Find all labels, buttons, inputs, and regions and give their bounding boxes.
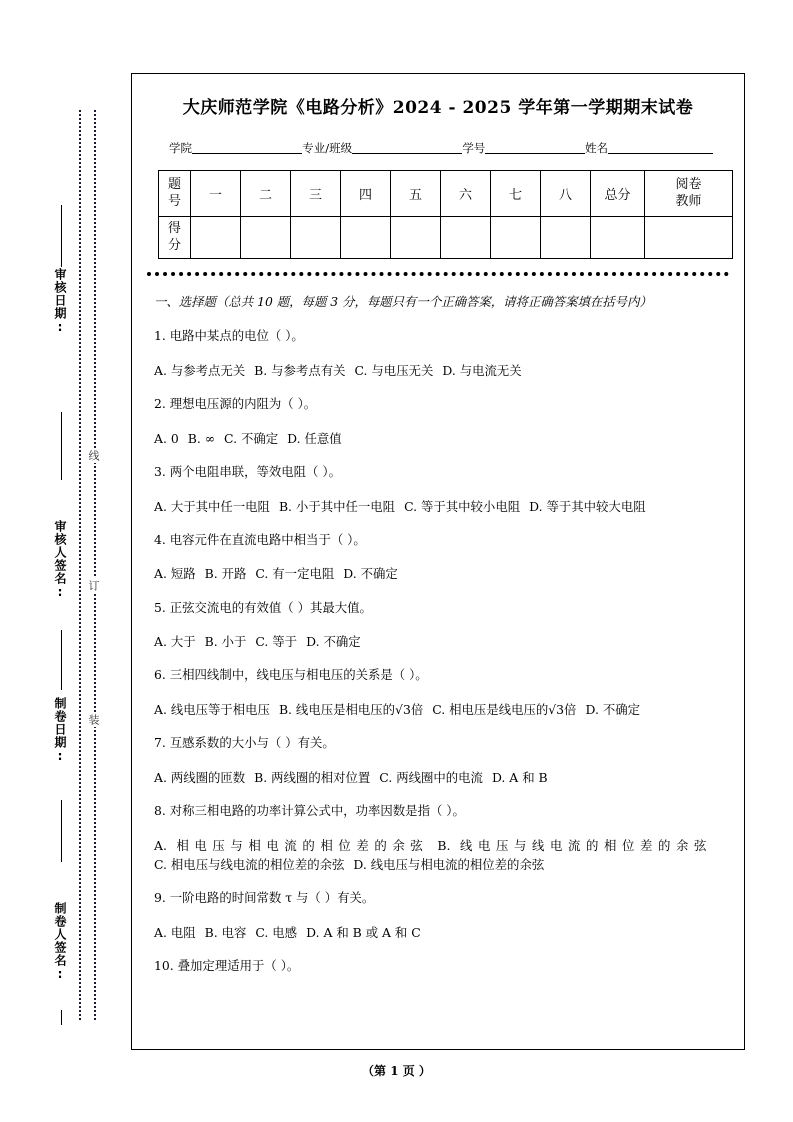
q2-option-a[interactable]: A. 0 — [154, 430, 179, 446]
binding-mark-ding-text: 订 — [87, 580, 100, 591]
section-separator — [147, 272, 729, 276]
q6-option-a[interactable]: A. 线电压等于相电压 — [154, 702, 270, 718]
score-value-5[interactable] — [391, 217, 441, 259]
score-col-3: 三 — [291, 171, 341, 217]
margin-label-printer-signature-text: 制卷人签名: — [53, 902, 67, 982]
q4-option-c[interactable]: C. 有一定电阻 — [255, 566, 335, 582]
question-body — [145, 292, 731, 976]
score-table-row-header-char-2: 号 — [167, 193, 181, 209]
score-value-4[interactable] — [341, 217, 391, 259]
score-value-total[interactable] — [591, 217, 645, 259]
score-col-teacher-line-1: 阅卷 — [675, 176, 702, 192]
margin-rule-5 — [61, 1010, 62, 1025]
score-table-row-header — [159, 171, 191, 217]
q8-option-a[interactable]: A. 相电压与相电流的相位差的余弦 — [154, 837, 429, 853]
q6-option-b[interactable]: B. 线电压是相电压的√3倍 — [278, 702, 424, 718]
score-value-6[interactable] — [441, 217, 491, 259]
binding-mark-ding — [88, 578, 99, 593]
margin-label-reviewer-signature — [54, 520, 66, 600]
q2-option-b[interactable]: B. ∞ — [187, 430, 216, 446]
question-options-9 — [154, 923, 721, 942]
margin-rule-4 — [61, 800, 62, 862]
q3-option-d[interactable]: D. 等于其中较大电阻 — [529, 498, 646, 514]
q6-option-c[interactable]: C. 相电压是线电压的√3倍 — [432, 702, 577, 718]
q1-option-a[interactable]: A. 与参考点无关 — [154, 362, 246, 378]
q5-option-c[interactable]: C. 等于 — [255, 634, 298, 650]
question-options-2 — [154, 429, 721, 448]
q2-option-d[interactable]: D. 任意值 — [287, 430, 342, 446]
score-value-1[interactable] — [191, 217, 241, 259]
question-options-5 — [154, 632, 721, 651]
q3-option-b[interactable]: B. 小于其中任一电阻 — [278, 498, 396, 514]
binding-dotted-line-inner — [94, 110, 96, 1020]
exam-title: 大庆师范学院《电路分析》2024 - 2025 学年第一学期期末试卷 — [182, 98, 694, 118]
question-options-3 — [154, 497, 721, 516]
score-col-1: 一 — [191, 171, 241, 217]
q6-option-d[interactable]: D. 不确定 — [585, 702, 640, 718]
score-col-7: 七 — [491, 171, 541, 217]
question-stem-5: 5. 正弦交流电的有效值（ ）其最大值。 — [154, 599, 372, 615]
margin-rule-1 — [61, 205, 62, 267]
q3-option-c[interactable]: C. 等于其中较小电阻 — [404, 498, 521, 514]
q1-option-b[interactable]: B. 与参考点有关 — [254, 362, 346, 378]
q9-option-c[interactable]: C. 电感 — [255, 924, 298, 940]
score-col-5: 五 — [391, 171, 441, 217]
q2-option-c[interactable]: C. 不确定 — [224, 430, 279, 446]
info-label-student-id: 学号 — [462, 140, 486, 155]
info-input-student-id[interactable] — [485, 141, 585, 154]
question-stem-3: 3. 两个电阻串联，等效电阻（ ）。 — [154, 463, 341, 479]
score-col-8: 八 — [541, 171, 591, 217]
score-table-header-row — [159, 171, 733, 217]
info-label-major-class: 专业/班级 — [302, 140, 353, 155]
left-margin-annotations — [0, 0, 130, 1122]
margin-label-print-date-text: 制卷日期: — [53, 697, 67, 764]
question-stem-8: 8. 对称三相电路的功率计算公式中，功率因数是指（ ）。 — [154, 803, 465, 819]
binding-dotted-line-outer — [79, 110, 81, 1020]
student-info-row — [145, 141, 731, 154]
score-value-3[interactable] — [291, 217, 341, 259]
info-input-major-class[interactable] — [352, 141, 462, 154]
info-input-name[interactable] — [608, 141, 713, 154]
section-title: 一、选择题（总共 10 题，每题 3 分，每题只有一个正确答案，请将正确答案填在括号内） — [154, 294, 652, 310]
question-options-8 — [154, 836, 721, 874]
score-value-2[interactable] — [241, 217, 291, 259]
score-table-row-header-char-1: 题 — [167, 177, 181, 193]
score-col-6: 六 — [441, 171, 491, 217]
question-stem-9: 9. 一阶电路的时间常数 τ 与（ ）有关。 — [154, 890, 375, 906]
margin-label-printer-signature — [54, 902, 66, 982]
score-row-label-char-2: 分 — [167, 237, 181, 253]
score-col-4: 四 — [341, 171, 391, 217]
binding-mark-zhuang-text: 装 — [87, 714, 100, 725]
margin-rule-3 — [61, 630, 62, 690]
q8-option-b[interactable]: B. 线电压与线电流的相位差的余弦 — [437, 837, 712, 853]
q7-option-d[interactable]: D. A 和 B — [491, 769, 548, 785]
q4-option-b[interactable]: B. 开路 — [204, 566, 247, 582]
info-label-college: 学院 — [169, 140, 192, 155]
q5-option-a[interactable]: A. 大于 — [154, 634, 196, 650]
score-table-container — [145, 170, 731, 259]
q4-option-d[interactable]: D. 不确定 — [343, 566, 398, 582]
margin-label-print-date — [54, 697, 66, 764]
score-col-teacher — [645, 171, 733, 217]
score-value-7[interactable] — [491, 217, 541, 259]
question-options-1 — [154, 361, 721, 380]
q9-option-b[interactable]: B. 电容 — [204, 924, 247, 940]
q5-option-d[interactable]: D. 不确定 — [306, 634, 361, 650]
margin-label-reviewer-signature-text: 审核人签名: — [53, 520, 67, 600]
info-input-college[interactable] — [192, 141, 302, 154]
question-stem-4: 4. 电容元件在直流电路中相当于（ ）。 — [154, 531, 366, 547]
exam-frame — [131, 73, 745, 1050]
q8-option-c[interactable]: C. 相电压与线电流的相位差的余弦 — [154, 856, 345, 872]
score-table — [158, 170, 733, 259]
info-label-name: 姓名 — [585, 140, 609, 155]
q3-option-a[interactable]: A. 大于其中任一电阻 — [154, 498, 270, 514]
score-col-teacher-line-2: 教师 — [675, 193, 702, 209]
q7-option-a[interactable]: A. 两线圈的匝数 — [154, 769, 246, 785]
question-stem-1: 1. 电路中某点的电位（ ）。 — [154, 328, 304, 344]
score-row-label — [159, 217, 191, 259]
binding-mark-xian-text: 线 — [87, 450, 100, 461]
question-stem-2: 2. 理想电压源的内阻为（ ）。 — [154, 396, 317, 412]
question-options-7 — [154, 768, 721, 787]
question-stem-6: 6. 三相四线制中，线电压与相电压的关系是（ ）。 — [154, 667, 428, 683]
score-col-total: 总分 — [591, 171, 645, 217]
question-options-4 — [154, 564, 721, 583]
score-col-2: 二 — [241, 171, 291, 217]
margin-label-review-date-text: 审核日期: — [53, 268, 67, 335]
score-table-value-row — [159, 217, 733, 259]
score-value-8[interactable] — [541, 217, 591, 259]
q4-option-a[interactable]: A. 短路 — [154, 566, 196, 582]
margin-label-review-date — [54, 268, 66, 335]
score-value-teacher[interactable] — [645, 217, 733, 259]
page-number-label: （第 1 页 ） — [362, 1064, 431, 1078]
score-row-label-char-1: 得 — [167, 221, 181, 237]
question-stem-7: 7. 互感系数的大小与（ ）有关。 — [154, 735, 335, 751]
q7-option-b[interactable]: B. 两线圈的相对位置 — [254, 769, 371, 785]
question-options-6 — [154, 700, 721, 719]
binding-mark-zhuang — [88, 712, 99, 727]
q9-option-a[interactable]: A. 电阻 — [154, 924, 196, 940]
q1-option-c[interactable]: C. 与电压无关 — [354, 362, 434, 378]
question-stem-10: 10. 叠加定理适用于（ ）。 — [154, 957, 300, 973]
margin-rule-2 — [61, 412, 62, 480]
q7-option-c[interactable]: C. 两线圈中的电流 — [379, 769, 483, 785]
q9-option-d[interactable]: D. A 和 B 或 A 和 C — [306, 924, 421, 940]
q5-option-b[interactable]: B. 小于 — [204, 634, 247, 650]
binding-mark-xian — [88, 448, 99, 463]
q1-option-d[interactable]: D. 与电流无关 — [442, 362, 522, 378]
q8-option-d[interactable]: D. 线电压与相电流的相位差的余弦 — [353, 856, 545, 872]
page-footer — [0, 1062, 793, 1079]
